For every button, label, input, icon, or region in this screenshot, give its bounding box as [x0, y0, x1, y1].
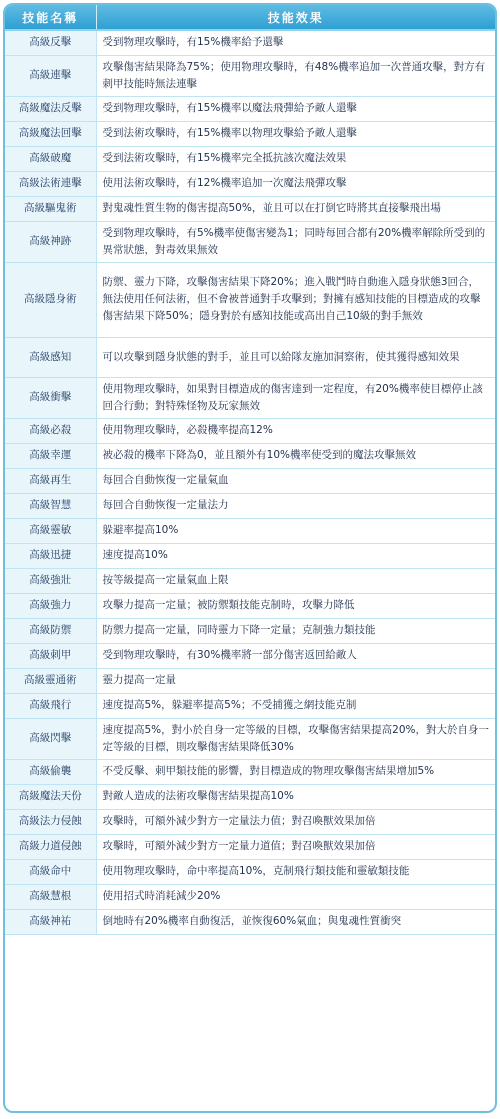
skill-effect: 躲避率提高10% [96, 518, 495, 543]
skill-name: 高級強壯 [5, 568, 96, 593]
skill-name: 高級法術連擊 [5, 171, 96, 196]
skill-effect: 攻擊時，可額外減少對方一定量法力值；對召喚獸效果加倍 [96, 809, 495, 834]
skill-name: 高級靈敏 [5, 518, 96, 543]
skill-effect: 每回合自動恢復一定量法力 [96, 493, 495, 518]
skill-name: 高級刺甲 [5, 643, 96, 668]
skill-name: 高級智慧 [5, 493, 96, 518]
skill-name: 高級法力侵蝕 [5, 809, 96, 834]
skill-name: 高級幸運 [5, 443, 96, 468]
skill-effect: 使用物理攻擊時，如果對目標造成的傷害達到一定程度，有20%機率使目標停止該回合行動；對特殊怪物及玩家無效 [96, 377, 495, 418]
table-row [5, 171, 495, 196]
skill-effect: 攻擊時，可額外減少對方一定量力道值；對召喚獸效果加倍 [96, 834, 495, 859]
skill-name: 高級強力 [5, 593, 96, 618]
skill-name: 高級慧根 [5, 884, 96, 909]
skill-name: 高級魔法反擊 [5, 96, 96, 121]
table-row [5, 96, 495, 121]
table-row [5, 784, 495, 809]
skill-name: 高級感知 [5, 337, 96, 377]
table-row [5, 146, 495, 171]
table-row [5, 377, 495, 418]
table-row [5, 543, 495, 568]
skill-effect: 對敵人造成的法術攻擊傷害結果提高10% [96, 784, 495, 809]
table-row [5, 809, 495, 834]
table-row [5, 718, 495, 759]
skill-effect: 受到物理攻擊時，有15%機率給予還擊 [96, 30, 495, 55]
skill-effect: 使用物理攻擊時，命中率提高10%，克制飛行類技能和靈敏類技能 [96, 859, 495, 884]
skill-effect: 不受反擊、刺甲類技能的影響，對目標造成的物理攻擊傷害結果增加5% [96, 759, 495, 784]
table-row [5, 859, 495, 884]
table-row [5, 443, 495, 468]
table-row [5, 568, 495, 593]
skill-effect: 攻擊傷害結果降為75%；使用物理攻擊時，有48%機率追加一次普通攻擊，對方有刺甲技能時無法連擊 [96, 55, 495, 96]
skill-name: 高級偷襲 [5, 759, 96, 784]
table-row [5, 759, 495, 784]
skill-name: 高級必殺 [5, 418, 96, 443]
table-row [5, 593, 495, 618]
skill-effect: 速度提高5%，對小於自身一定等級的目標，攻擊傷害結果提高20%，對大於自身一定等級的目標，則攻擊傷害結果降低30% [96, 718, 495, 759]
skill-name: 高級隱身術 [5, 262, 96, 337]
skill-effect: 可以攻擊到隱身狀態的對手，並且可以給隊友施加洞察術，使其獲得感知效果 [96, 337, 495, 377]
skill-name: 高級防禦 [5, 618, 96, 643]
table-row [5, 884, 495, 909]
skill-name: 高級命中 [5, 859, 96, 884]
skill-name: 高級連擊 [5, 55, 96, 96]
table-row [5, 221, 495, 262]
table-row [5, 618, 495, 643]
skill-name: 高級魔法天份 [5, 784, 96, 809]
skill-effect: 受到法術攻擊時，有15%機率完全抵抗該次魔法效果 [96, 146, 495, 171]
skill-effect: 防禦力提高一定量，同時靈力下降一定量；克制強力類技能 [96, 618, 495, 643]
skill-name: 高級再生 [5, 468, 96, 493]
table-row [5, 121, 495, 146]
skill-effect: 使用物理攻擊時，必殺機率提高12% [96, 418, 495, 443]
skill-table-panel [3, 3, 497, 1113]
skill-name: 高級神跡 [5, 221, 96, 262]
table-row [5, 196, 495, 221]
table-row [5, 337, 495, 377]
skill-name: 高級力道侵蝕 [5, 834, 96, 859]
skill-effect: 速度提高5%，躲避率提高5%；不受捕獲之網技能克制 [96, 693, 495, 718]
skill-effect: 速度提高10% [96, 543, 495, 568]
skill-name: 高級破魔 [5, 146, 96, 171]
table-row [5, 418, 495, 443]
skill-effect: 每回合自動恢復一定量氣血 [96, 468, 495, 493]
table-header-row [5, 5, 495, 30]
table-row [5, 834, 495, 859]
header-skill-name: 技能名稱 [5, 5, 96, 30]
skill-table [5, 5, 495, 935]
skill-effect: 倒地時有20%機率自動復活，並恢復60%氣血；與鬼魂性質衝突 [96, 909, 495, 934]
skill-effect: 攻擊力提高一定量；被防禦類技能克制時，攻擊力降低 [96, 593, 495, 618]
skill-name: 高級魔法回擊 [5, 121, 96, 146]
table-row [5, 30, 495, 55]
skill-name: 高級反擊 [5, 30, 96, 55]
table-row [5, 55, 495, 96]
skill-effect: 使用法術攻擊時，有12%機率追加一次魔法飛彈攻擊 [96, 171, 495, 196]
skill-name: 高級衝擊 [5, 377, 96, 418]
skill-effect: 受到物理攻擊時，有30%機率將一部分傷害返回給敵人 [96, 643, 495, 668]
table-row [5, 668, 495, 693]
skill-effect: 受到法術攻擊時，有15%機率以物理攻擊給予敵人還擊 [96, 121, 495, 146]
table-row [5, 693, 495, 718]
skill-effect: 防禦、靈力下降，攻擊傷害結果下降20%；進入戰鬥時自動進入隱身狀態3回合，無法使用任何法術，但不會被普通對手攻擊到；對擁有感知技能的目標造成的攻擊傷害結果下降50%；隱身對於有感知技能或高出自己10級的對手無效 [96, 262, 495, 337]
table-row [5, 518, 495, 543]
skill-effect: 使用招式時消耗減少20% [96, 884, 495, 909]
skill-name: 高級驅鬼術 [5, 196, 96, 221]
skill-effect: 靈力提高一定量 [96, 668, 495, 693]
table-row [5, 262, 495, 337]
skill-effect: 受到物理攻擊時，有15%機率以魔法飛彈給予敵人還擊 [96, 96, 495, 121]
skill-name: 高級神祐 [5, 909, 96, 934]
table-row [5, 468, 495, 493]
skill-effect: 受到物理攻擊時，有5%機率使傷害變為1；同時每回合都有20%機率解除所受到的異常狀態，對毒效果無效 [96, 221, 495, 262]
skill-effect: 按等級提高一定量氣血上限 [96, 568, 495, 593]
skill-effect: 對鬼魂性質生物的傷害提高50%，並且可以在打倒它時將其直接擊飛出場 [96, 196, 495, 221]
skill-name: 高級飛行 [5, 693, 96, 718]
skill-name: 高級閃擊 [5, 718, 96, 759]
skill-effect: 被必殺的機率下降為0，並且額外有10%機率使受到的魔法攻擊無效 [96, 443, 495, 468]
table-row [5, 909, 495, 934]
skill-name: 高級迅捷 [5, 543, 96, 568]
skill-name: 高級靈通術 [5, 668, 96, 693]
header-skill-effect: 技能效果 [96, 5, 495, 30]
table-row [5, 643, 495, 668]
table-row [5, 493, 495, 518]
